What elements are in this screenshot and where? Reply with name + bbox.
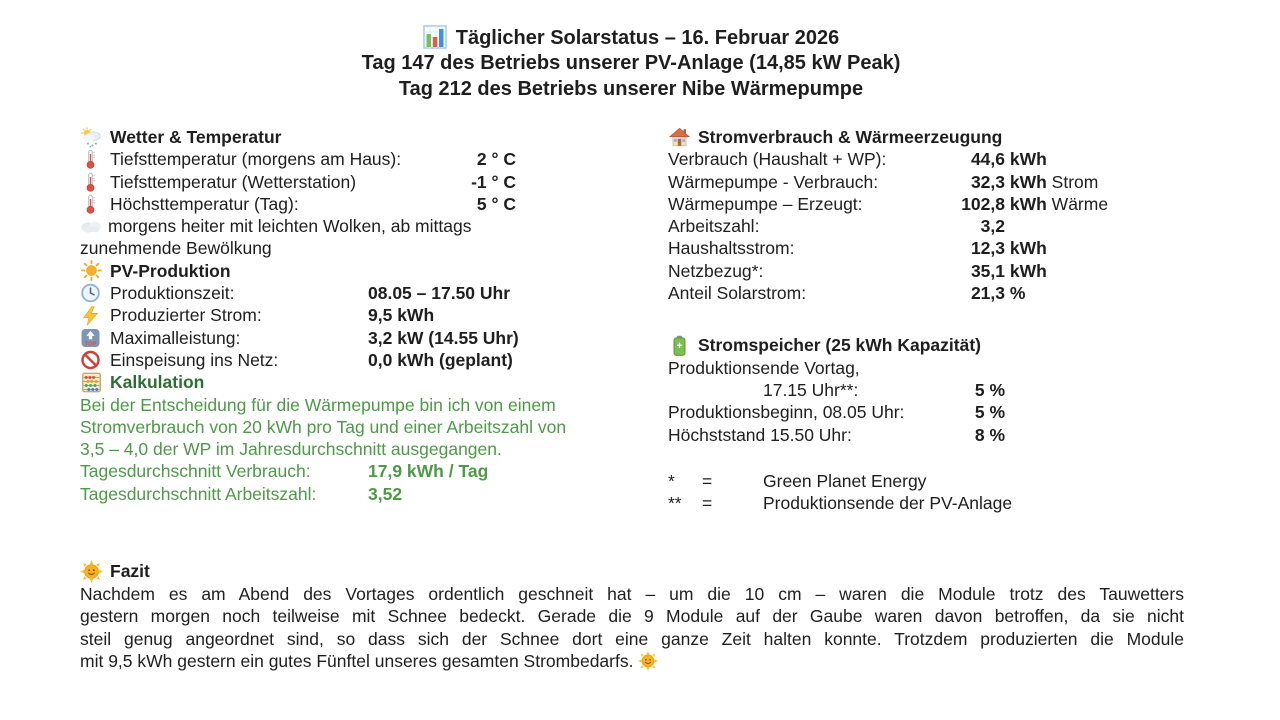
row-value: 5 % (974, 402, 1005, 423)
section-storage-header (668, 334, 1198, 356)
row-value: 3,52 (368, 483, 403, 504)
row-label: Tagesdurchschnitt Arbeitszahl: (80, 483, 317, 504)
report-title: Täglicher Solarstatus – 16. Februar 2026 (455, 27, 840, 49)
section-title: PV-Produktion (110, 260, 231, 281)
row-label: Wärmepumpe - Verbrauch: (668, 171, 879, 192)
section-pv-header (80, 260, 580, 282)
row-number: 21,3 (970, 283, 1005, 304)
storage-intro-line: Produktionsende Vortag, (668, 357, 860, 378)
footnote-marker: * (668, 470, 675, 491)
stat-row (668, 215, 1198, 237)
battery-icon (668, 335, 691, 356)
house-icon (668, 127, 691, 148)
section-fazit-header (80, 560, 1184, 583)
stat-row (80, 171, 516, 193)
fazit-text-line: Nachdem es am Abend des Vortages ordentlich geschneit hat – um die 10 cm – waren die Module trotz des Tauwetters (80, 584, 1184, 604)
footnote-row (668, 470, 1198, 492)
row-unit: kWh (1005, 238, 1047, 259)
stat-row (80, 304, 580, 326)
stat-row (80, 327, 580, 349)
stat-row (80, 483, 580, 505)
section-fazit (80, 560, 1184, 673)
row-label: Produzierter Strom: (110, 305, 262, 326)
stat-row (668, 171, 1198, 193)
row-label: Tiefsttemperatur (Wetterstation) (110, 171, 357, 192)
stat-row (80, 282, 580, 304)
row-label: Höchststand 15.50 Uhr: (668, 424, 852, 445)
row-value: 8 % (974, 424, 1005, 445)
report-subtitle-heatpump: Tag 212 des Betriebs unserer Nibe Wärmepumpe (398, 77, 864, 100)
row-number: 102,8 (961, 193, 1005, 214)
top-arrow-icon (80, 328, 101, 348)
clock-icon (80, 283, 101, 303)
thermometer-icon (80, 172, 101, 192)
row-number: 44,6 (970, 149, 1005, 170)
section-title: Stromspeicher (25 kWh Kapazität) (698, 335, 981, 356)
row-label: 17.15 Uhr**: (763, 379, 859, 400)
sun-icon (80, 260, 103, 281)
stat-row (80, 349, 580, 371)
footnote-equals: = (702, 470, 713, 491)
section-title: Fazit (110, 561, 150, 582)
report-header (0, 25, 1262, 102)
thermometer-icon (80, 194, 101, 214)
stat-row (668, 260, 1198, 282)
stat-row (668, 193, 1198, 215)
row-label: Arbeitszahl: (668, 216, 760, 237)
weather-note (80, 215, 532, 260)
footnote-text: Green Planet Energy (763, 470, 927, 491)
footnotes (668, 470, 1198, 515)
row-unit: kWh (1005, 260, 1047, 281)
row-unit: % (1005, 283, 1026, 304)
row-label: Einspeisung ins Netz: (110, 349, 279, 370)
stat-row (668, 237, 1198, 259)
bar-chart-icon (423, 25, 447, 49)
weather-note-text: morgens heiter mit leichten Wolken, ab mittags zunehmende Bewölkung (80, 216, 472, 259)
stat-row (668, 282, 1198, 304)
fazit-text-line: steil genug angeordnet sind, so dass sich der Schnee dort eine ganze Zeit halten konnte. Trotzdem produzierten die Module (80, 628, 1184, 649)
right-column (668, 126, 1198, 514)
row-suffix: Strom (1046, 171, 1099, 192)
sun-behind-rain-cloud-icon (80, 127, 103, 148)
fazit-last-line-text: mit 9,5 kWh gestern ein gutes Fünftel unseres gesamten Strombedarfs. (80, 651, 634, 672)
row-label: Tagesdurchschnitt Verbrauch: (80, 461, 311, 482)
row-label: Verbrauch (Haushalt + WP): (668, 149, 887, 170)
row-value: 3,2 kW (14.55 Uhr) (368, 327, 519, 348)
row-label: Produktionsbeginn, 08.05 Uhr: (668, 402, 905, 423)
kalkulation-paragraph: Bei der Entscheidung für die Wärmepumpe bin ich von einem Stromverbrauch von 20 kWh pro Tag und einer Arbeitszahl von 3,5 – 4,0 der WP im Jahresdurchschnitt ausgegangen. (80, 394, 567, 460)
row-number: 35,1 (970, 260, 1005, 281)
row-number: 3,2 (980, 216, 1005, 237)
lightning-icon (80, 306, 101, 326)
stat-row (80, 148, 516, 170)
sun-with-face-icon (638, 651, 658, 671)
stat-row (80, 193, 516, 215)
row-label: Höchsttemperatur (Tag): (110, 193, 299, 214)
row-number: 12,3 (970, 238, 1005, 259)
row-value: 5 % (974, 379, 1005, 400)
row-value: 08.05 – 17.50 Uhr (368, 283, 511, 304)
row-label: Haushaltsstrom: (668, 238, 795, 259)
report-title-line (0, 25, 1262, 51)
row-unit: kWh (1005, 171, 1047, 192)
section-consumption-header (668, 126, 1198, 148)
section-kalkulation-header (80, 371, 580, 393)
row-number: 32,3 (970, 171, 1005, 192)
footnote-text: Produktionsende der PV-Anlage (763, 493, 1013, 514)
row-label: Anteil Solarstrom: (668, 283, 807, 304)
left-column (80, 126, 580, 505)
row-value: 17,9 kWh / Tag (368, 461, 489, 482)
section-title: Stromverbrauch & Wärmeerzeugung (698, 127, 1003, 147)
footnote-equals: = (702, 493, 713, 514)
row-value: -1 ° C (471, 171, 516, 192)
row-label: Produktionszeit: (110, 283, 235, 304)
row-value: 0,0 kWh (geplant) (368, 349, 513, 370)
stat-row (668, 401, 1198, 423)
row-unit: kWh (1005, 149, 1047, 170)
fazit-text-line (80, 650, 1184, 672)
cloud-icon (80, 219, 102, 234)
stat-row (80, 460, 580, 482)
stat-row (668, 379, 1198, 401)
footnote-marker: ** (668, 493, 682, 514)
row-label: Netzbezug*: (668, 260, 764, 281)
sun-with-face-icon (80, 560, 103, 583)
row-value: 5 ° C (476, 193, 516, 214)
row-label: Tiefsttemperatur (morgens am Haus): (110, 149, 402, 170)
report-subtitle-pv: Tag 147 des Betriebs unserer PV-Anlage (14,85 kW Peak) (361, 52, 901, 75)
row-suffix: Wärme (1046, 193, 1109, 214)
stat-row (668, 424, 1198, 446)
section-title: Kalkulation (110, 372, 205, 393)
section-weather-header (80, 126, 580, 148)
row-value: 2 ° C (476, 149, 516, 170)
thermometer-icon (80, 149, 101, 169)
section-title: Wetter & Temperatur (110, 127, 282, 147)
stat-row (668, 148, 1198, 170)
fazit-text-line: gestern morgen noch teilweise mit Schnee bedeckt. Gerade die 9 Module auf der Gaube waren davon betroffen, da sie nicht (80, 606, 1184, 627)
abacus-icon (80, 372, 103, 393)
row-value: 9,5 kWh (368, 305, 435, 326)
row-label: Maximalleistung: (110, 327, 241, 348)
no-entry-icon (80, 350, 101, 370)
footnote-row (668, 492, 1198, 514)
row-unit: kWh (1005, 193, 1047, 214)
row-label: Wärmepumpe – Erzeugt: (668, 193, 863, 214)
